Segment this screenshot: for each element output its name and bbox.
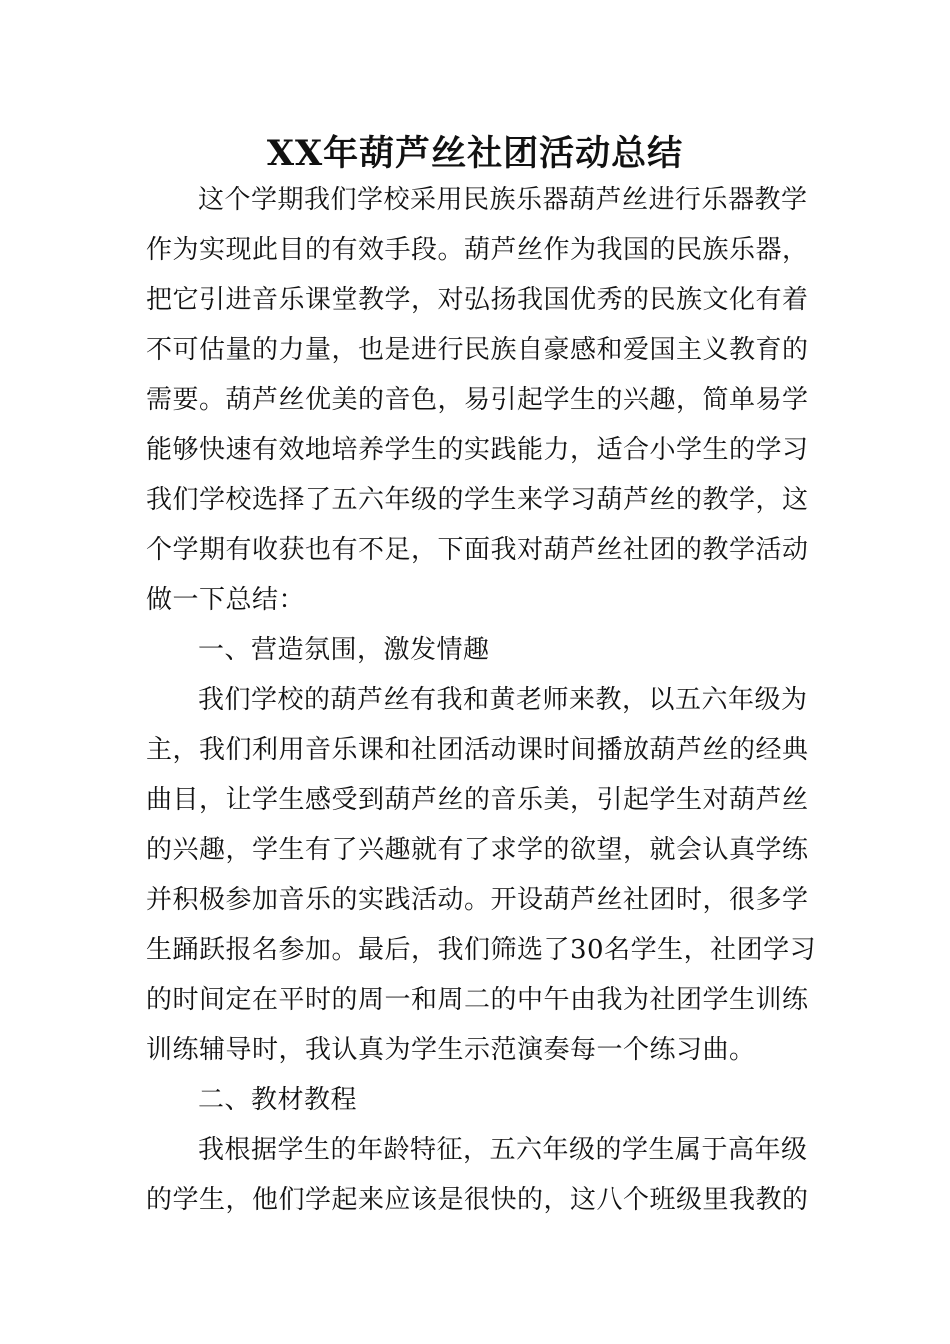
paragraph-line: 这个学期我们学校采用民族乐器葫芦丝进行乐器教学 (198, 185, 808, 215)
paragraph-line: 曲目，让学生感受到葫芦丝的音乐美，引起学生对葫芦丝 (146, 785, 809, 815)
paragraph-line: 训练辅导时，我认真为学生示范演奏每一个练习曲。 (146, 1035, 756, 1065)
section-heading-1: 一、营造氛围，激发情趣 (198, 635, 490, 665)
section-heading-2: 二、教材教程 (198, 1085, 358, 1115)
paragraph-line: 把它引进音乐课堂教学，对弘扬我国优秀的民族文化有着 (146, 285, 809, 315)
paragraph-line: 能够快速有效地培养学生的实践能力，适合小学生的学习 (146, 435, 809, 465)
paragraph-line: 个学期有收获也有不足，下面我对葫芦丝社团的教学活动 (146, 535, 809, 565)
paragraph-line: 主，我们利用音乐课和社团活动课时间播放葫芦丝的经典 (146, 735, 809, 765)
paragraph-line: 做一下总结： (146, 585, 306, 615)
paragraph-line: 不可估量的力量，也是进行民族自豪感和爱国主义教育的 (146, 335, 809, 365)
paragraph-line: 并积极参加音乐的实践活动。开设葫芦丝社团时，很多学 (146, 885, 809, 915)
paragraph-line: 需要。葫芦丝优美的音色，易引起学生的兴趣，简单易学 (146, 385, 809, 415)
paragraph-line: 的时间定在平时的周一和周二的中午由我为社团学生训练 (146, 985, 809, 1015)
paragraph-line: 我们学校的葫芦丝有我和黄老师来教，以五六年级为 (198, 685, 808, 715)
paragraph-line: 的兴趣，学生有了兴趣就有了求学的欲望，就会认真学练 (146, 835, 809, 865)
paragraph-line: 生踊跃报名参加。最后，我们筛选了30名学生，社团学习 (146, 935, 817, 965)
paragraph-line: 我们学校选择了五六年级的学生来学习葫芦丝的教学，这 (146, 485, 809, 515)
paragraph-line: 我根据学生的年龄特征，五六年级的学生属于高年级 (198, 1135, 808, 1165)
paragraph-line: 的学生，他们学起来应该是很快的，这八个班级里我教的 (146, 1185, 809, 1215)
paragraph-line: 作为实现此目的有效手段。葫芦丝作为我国的民族乐器， (146, 235, 809, 265)
document-title: XX年葫芦丝社团活动总结 (266, 133, 684, 174)
